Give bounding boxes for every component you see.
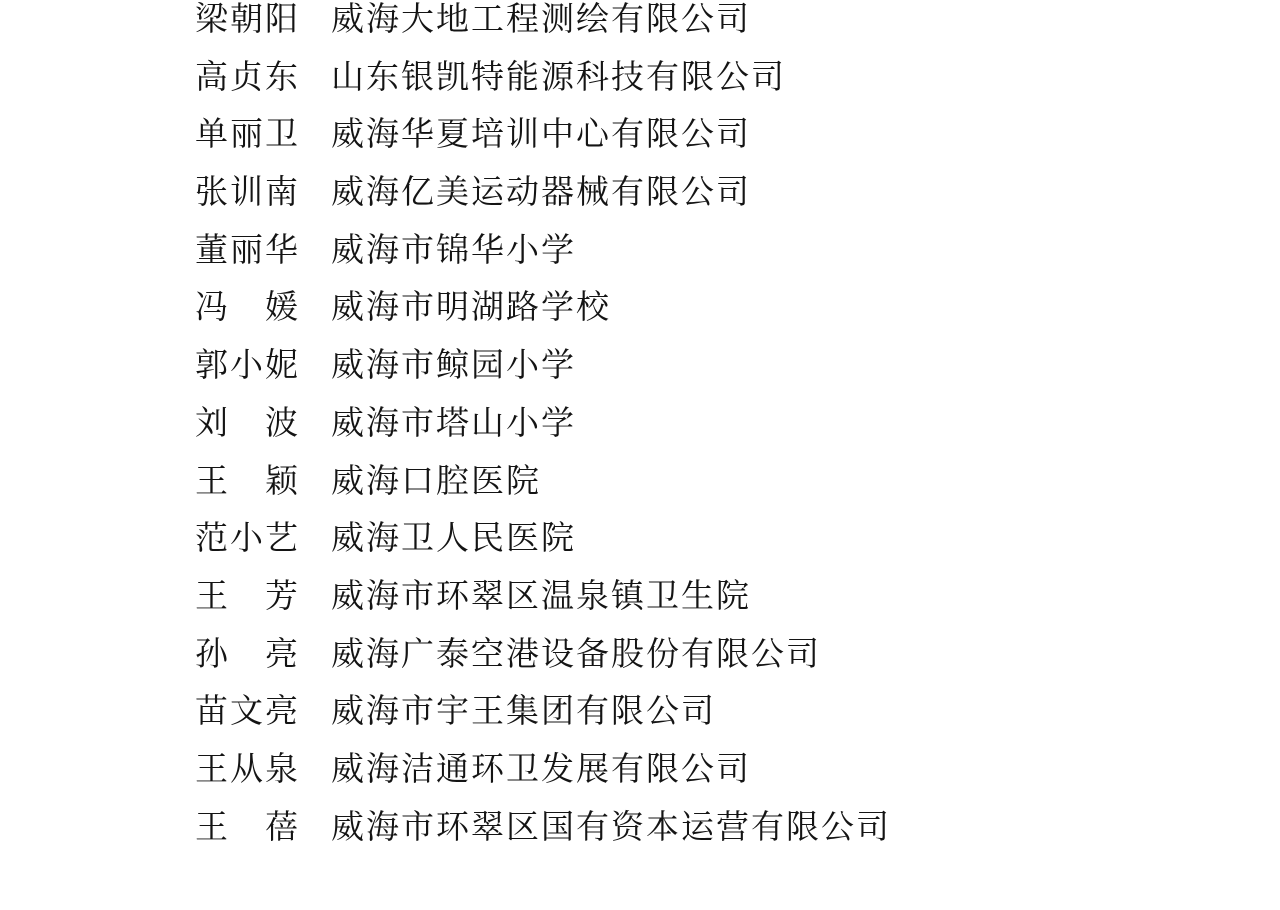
organization-name: 威海市明湖路学校 (331, 290, 611, 327)
list-item (195, 292, 891, 350)
list-item (195, 696, 891, 754)
person-name: 王 颖 (195, 463, 300, 500)
person-name: 冯 媛 (195, 290, 300, 327)
list-item (195, 4, 891, 62)
list-item (195, 751, 891, 812)
person-name: 董丽华 (195, 232, 300, 269)
person-name: 刘 波 (195, 405, 300, 442)
list-item (195, 59, 891, 120)
organization-name: 山东银凯特能源科技有限公司 (331, 59, 786, 96)
person-name: 王从泉 (195, 751, 300, 788)
organization-name: 威海市鲸园小学 (331, 348, 576, 385)
organization-name: 威海市环翠区温泉镇卫生院 (331, 578, 751, 615)
list-item (195, 177, 891, 235)
list-item (195, 463, 891, 524)
person-name: 郭小妮 (195, 348, 300, 385)
organization-name: 威海市锦华小学 (331, 232, 576, 269)
person-name: 高贞东 (195, 59, 300, 96)
organization-name: 威海华夏培训中心有限公司 (331, 117, 751, 154)
organization-name: 威海市宇王集团有限公司 (331, 694, 716, 731)
list-item (195, 523, 891, 581)
list-item (195, 636, 891, 697)
organization-name: 威海市塔山小学 (331, 405, 576, 442)
organization-name: 威海广泰空港设备股份有限公司 (331, 636, 821, 673)
person-name: 单丽卫 (195, 117, 300, 154)
list-item (195, 350, 891, 408)
organization-name: 威海洁通环卫发展有限公司 (331, 751, 751, 788)
organization-name: 威海亿美运动器械有限公司 (331, 175, 751, 212)
list-item (195, 578, 891, 639)
person-name: 梁朝阳 (195, 2, 300, 38)
organization-name: 威海卫人民医院 (331, 521, 576, 558)
person-name: 苗文亮 (195, 694, 300, 731)
person-name: 王 芳 (195, 578, 300, 615)
name-organization-list (195, 4, 891, 869)
person-name: 张训南 (195, 175, 300, 212)
person-name: 范小艺 (195, 521, 300, 558)
organization-name: 威海市环翠区国有资本运营有限公司 (331, 809, 891, 846)
list-item (195, 809, 891, 870)
list-item (195, 405, 891, 466)
organization-name: 威海口腔医院 (331, 463, 541, 500)
person-name: 孙 亮 (195, 636, 300, 673)
organization-name: 威海大地工程测绘有限公司 (331, 2, 751, 38)
list-item (195, 119, 891, 177)
person-name: 王 蓓 (195, 809, 300, 846)
list-item (195, 232, 891, 293)
